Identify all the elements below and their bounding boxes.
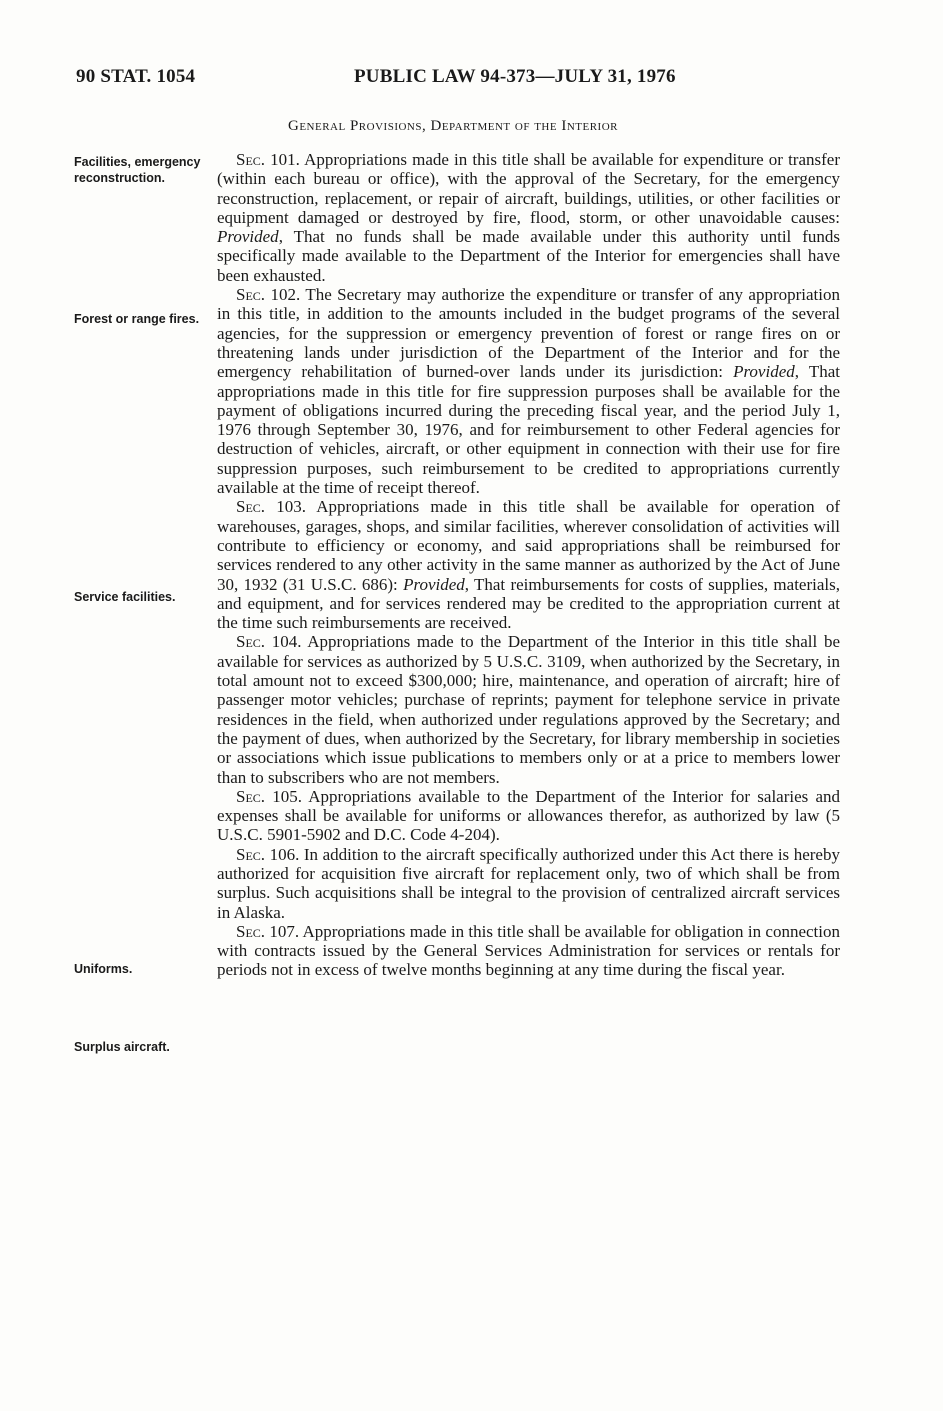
section-label: Sec. 106. (236, 844, 300, 864)
section-103 (217, 497, 840, 632)
section-107 (217, 922, 840, 980)
section-text: Appropriations made in this title shall be available for expenditure or transfer (within each bureau or office), with the approval of the Secretary, for the emergency reconstruction, replacement, or repair of aircraft, buildings, utilities, or other facilities or equipment damaged or destroyed by fire, flood, storm, or other unavoidable causes: (217, 150, 840, 227)
section-text: Appropriations made in this title shall be available for operation of warehouses, garages, shops, and similar facilities, wherever consolidation of activities will contribute to efficiency or economy, and said appropriations shall be reimbursed for services rendered to any other activity in the same manner as authorized by the Act of June 30, 1932 (31 U.S.C. 686): (217, 497, 840, 594)
section-label: Sec. 103. (236, 497, 306, 517)
section-text-cont: , That appropriations made in this title for fire suppression purposes shall be available for the payment of obligations incurred during the preceding fiscal year, and the period July 1, 1976 through September 30, 1976, and for reimbursement to other Federal agencies for destruction of vehicles, aircraft, or other equipment in connection with their use for fire suppression purposes, such reimbursement to be credited to appropriations currently available at the time of receipt thereof. (217, 362, 840, 498)
section-text: The Secretary may authorize the expenditure or transfer of any appropriation in this title, in addition to the amounts included in the budget programs of the several agencies, for the suppression or emergency prevention of forest or range fires on or threatening lands under jurisdiction of the Department of the Interior and for the emergency rehabilitation of burned-over lands under its jurisdiction: (217, 285, 840, 382)
section-105 (217, 787, 840, 845)
stat-page-number: 90 STAT. 1054 (76, 66, 196, 87)
section-label: Sec. 102. (236, 285, 301, 305)
section-label: Sec. 101. (236, 150, 300, 169)
section-text: In addition to the aircraft specifically authorized under this Act there is hereby authorized for acquisition five aircraft for replacement only, two of which shall be from surplus. Such acquisitions shall be integral to the provision of centralized aircraft services in Alaska. (217, 844, 840, 922)
margin-note-facilities: Facilities, emergency reconstruction. (74, 155, 201, 185)
section-label: Sec. 107. (236, 921, 300, 941)
section-text-cont: , That no funds shall be made available under this authority until funds specifically made available to the Department of the Interior for emergencies shall have been exhausted. (217, 227, 840, 285)
section-101 (217, 150, 840, 285)
margin-note-surplus-aircraft: Surplus aircraft. (74, 1040, 170, 1054)
section-label: Sec. 104. (236, 632, 302, 652)
law-body (217, 150, 840, 980)
margin-note-forest-fires: Forest or range fires. (74, 312, 200, 326)
section-text: Appropriations made in this title shall be available for obligation in connection with contracts issued by the General Services Administration for services or rentals for periods not in excess of twelve months beginning at any time during the fiscal year. (217, 921, 840, 980)
provided-term: Provided (217, 227, 279, 247)
provided-term: Provided (403, 574, 465, 594)
section-106 (217, 845, 840, 922)
section-label: Sec. 105. (236, 786, 302, 806)
section-heading: General Provisions, Department of the Interior (288, 118, 618, 134)
section-text: Appropriations made to the Department of the Interior in this title shall be available for services as authorized by 5 U.S.C. 3109, when authorized by the Secretary, in total amount not to exceed $300,000; hire, maintenance, and operation of aircraft; hire of passenger motor vehicles; purchase of reprints; payment for telephone service in private residences in the field, when authorized under regulations approved by the Secretary; and the payment of dues, when authorized by the Secretary, for library membership in societies or associations which issue publications to members only or at a price to members lower than to subscribers who are not members. (217, 632, 840, 787)
margin-note-service-facilities: Service facilities. (74, 590, 176, 604)
public-law-title: PUBLIC LAW 94-373—JULY 31, 1976 (354, 66, 676, 87)
section-text: Appropriations available to the Department of the Interior for salaries and expenses shall be available for uniforms or allowances therefor, as authorized by law (5 U.S.C. 5901-5902 and D.C. Code 4-204). (217, 786, 841, 845)
section-104 (217, 632, 840, 786)
provided-term: Provided (733, 362, 795, 382)
section-text-cont: , That reimbursements for costs of supplies, materials, and equipment, and for services rendered may be credited to the appropriation current at the time such reimbursements are received. (217, 574, 840, 633)
section-102 (217, 285, 840, 497)
margin-note-uniforms: Uniforms. (74, 962, 133, 976)
